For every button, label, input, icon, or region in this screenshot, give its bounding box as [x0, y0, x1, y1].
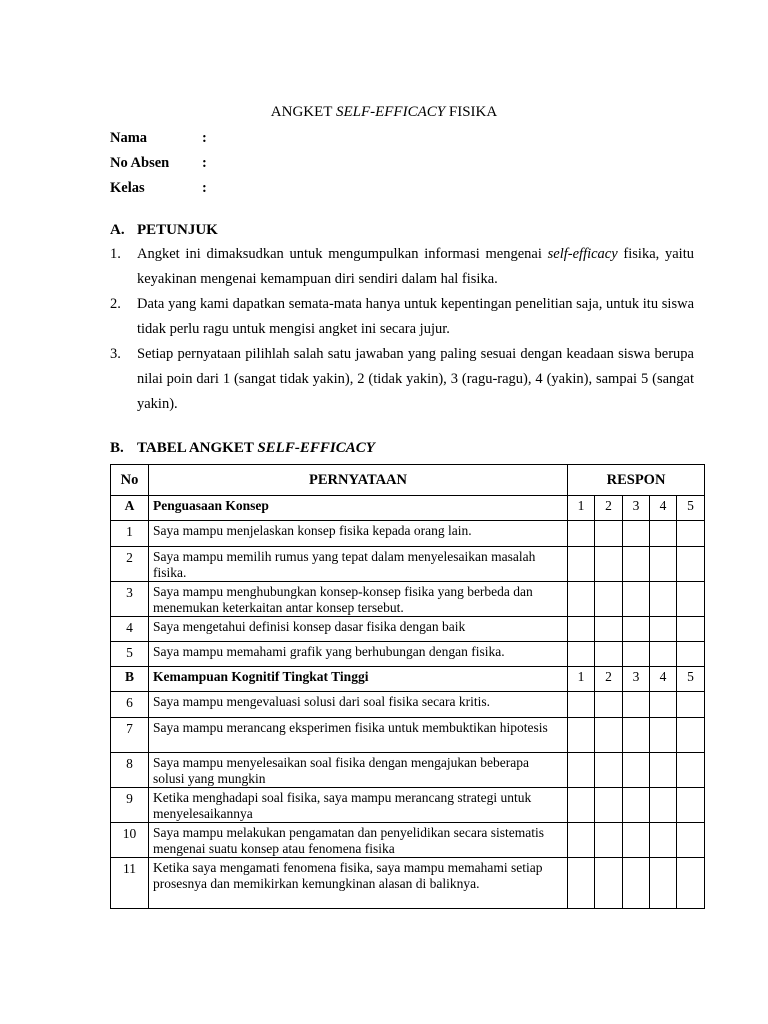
absence-number-label: No Absen	[110, 155, 170, 171]
table-header-row	[111, 465, 705, 496]
response-cell[interactable]	[677, 617, 705, 642]
response-cell[interactable]	[677, 718, 705, 753]
response-cell[interactable]	[568, 788, 595, 823]
response-cell[interactable]	[595, 617, 623, 642]
table-row	[111, 858, 705, 909]
response-cell[interactable]	[623, 692, 650, 718]
response-cell[interactable]	[677, 788, 705, 823]
scale-label: 2	[595, 667, 623, 692]
response-cell[interactable]	[650, 582, 677, 617]
response-cell[interactable]	[650, 718, 677, 753]
statement-text: Saya mampu mengevaluasi solusi dari soal fisika secara kritis.	[149, 692, 568, 718]
group-id: A	[111, 496, 149, 521]
statement-text: Saya mengetahui definisi konsep dasar fisika dengan baik	[149, 617, 568, 642]
response-cell[interactable]	[568, 718, 595, 753]
row-number: 5	[111, 642, 149, 667]
response-cell[interactable]	[595, 858, 623, 909]
document-title: ANGKET SELF-EFFICACY FISIKA	[270, 104, 498, 120]
response-cell[interactable]	[677, 547, 705, 582]
response-cell[interactable]	[677, 582, 705, 617]
response-cell[interactable]	[595, 642, 623, 667]
scale-label: 4	[650, 496, 677, 521]
response-cell[interactable]	[677, 692, 705, 718]
response-cell[interactable]	[623, 753, 650, 788]
response-cell[interactable]	[623, 788, 650, 823]
table-row	[111, 547, 705, 582]
response-cell[interactable]	[650, 617, 677, 642]
response-cell[interactable]	[595, 718, 623, 753]
response-cell[interactable]	[568, 642, 595, 667]
name-label: Nama	[110, 130, 148, 146]
header-statement: PERNYATAAN	[149, 465, 568, 496]
statement-text: Saya mampu memahami grafik yang berhubungan dengan fisika.	[149, 642, 568, 667]
response-cell[interactable]	[650, 642, 677, 667]
response-cell[interactable]	[623, 823, 650, 858]
statement-text: Saya mampu memilih rumus yang tepat dalam menyelesaikan masalah fisika.	[149, 547, 568, 582]
absence-number-field: No Absen :	[110, 155, 207, 171]
response-cell[interactable]	[568, 753, 595, 788]
response-cell[interactable]	[595, 582, 623, 617]
table-row	[111, 617, 705, 642]
header-response: RESPON	[568, 465, 705, 496]
table-row	[111, 692, 705, 718]
name-field: Nama :	[110, 130, 207, 146]
scale-label: 3	[623, 667, 650, 692]
scale-label: 4	[650, 667, 677, 692]
response-cell[interactable]	[650, 547, 677, 582]
statement-text: Saya mampu merancang eksperimen fisika untuk membuktikan hipotesis	[149, 718, 568, 753]
response-cell[interactable]	[623, 718, 650, 753]
response-cell[interactable]	[568, 547, 595, 582]
scale-label: 2	[595, 496, 623, 521]
group-title: Kemampuan Kognitif Tingkat Tinggi	[149, 667, 568, 692]
response-cell[interactable]	[650, 692, 677, 718]
response-cell[interactable]	[568, 521, 595, 547]
row-number: 1	[111, 521, 149, 547]
statement-text: Saya mampu menghubungkan konsep-konsep fisika yang berbeda dan menemukan keterkaitan antar konsep tersebut.	[149, 582, 568, 617]
instruction-1: 1. Angket ini dimaksudkan untuk mengumpulkan informasi mengenai self-efficacy fisika, yaitu keyakinan mengenai kemampuan diri sendiri dalam hal fisika.	[110, 246, 694, 287]
response-cell[interactable]	[650, 753, 677, 788]
row-number: 7	[111, 718, 149, 753]
response-cell[interactable]	[568, 692, 595, 718]
response-cell[interactable]	[568, 582, 595, 617]
response-cell[interactable]	[677, 642, 705, 667]
group-id: B	[111, 667, 149, 692]
response-cell[interactable]	[677, 753, 705, 788]
response-cell[interactable]	[677, 521, 705, 547]
response-cell[interactable]	[623, 521, 650, 547]
statement-text: Ketika menghadapi soal fisika, saya mampu merancang strategi untuk menyelesaikannya	[149, 788, 568, 823]
scale-label: 1	[568, 667, 595, 692]
response-cell[interactable]	[650, 788, 677, 823]
table-row	[111, 582, 705, 617]
row-number: 11	[111, 858, 149, 909]
class-label: Kelas	[110, 180, 145, 196]
scale-label: 1	[568, 496, 595, 521]
response-cell[interactable]	[677, 823, 705, 858]
row-number: 2	[111, 547, 149, 582]
row-number: 4	[111, 617, 149, 642]
class-field: Kelas :	[110, 180, 207, 196]
section-b-heading: B. TABEL ANGKET SELF-EFFICACY	[110, 440, 375, 456]
response-cell[interactable]	[650, 823, 677, 858]
scale-label: 5	[677, 667, 705, 692]
row-number: 10	[111, 823, 149, 858]
header-no: No	[111, 465, 149, 496]
response-cell[interactable]	[677, 858, 705, 909]
response-cell[interactable]	[650, 521, 677, 547]
table-row	[111, 788, 705, 823]
response-cell[interactable]	[568, 858, 595, 909]
table-row	[111, 823, 705, 858]
statement-text: Saya mampu melakukan pengamatan dan penyelidikan secara sistematis mengenai suatu konsep atau fenomena fisika	[149, 823, 568, 858]
statement-text: Ketika saya mengamati fenomena fisika, saya mampu memahami setiap prosesnya dan memikirkan kemungkinan alasan di baliknya.	[149, 858, 568, 909]
row-number: 3	[111, 582, 149, 617]
response-cell[interactable]	[623, 547, 650, 582]
section-a-heading: A. PETUNJUK	[110, 222, 218, 238]
table-row	[111, 642, 705, 667]
response-cell[interactable]	[595, 521, 623, 547]
statement-text: Saya mampu menjelaskan konsep fisika kepada orang lain.	[149, 521, 568, 547]
response-cell[interactable]	[623, 582, 650, 617]
response-cell[interactable]	[595, 692, 623, 718]
table-row	[111, 521, 705, 547]
response-cell[interactable]	[595, 823, 623, 858]
scale-label: 5	[677, 496, 705, 521]
row-number: 6	[111, 692, 149, 718]
self-efficacy-table	[110, 464, 705, 909]
response-cell[interactable]	[623, 642, 650, 667]
statement-text: Saya mampu menyelesaikan soal fisika dengan mengajukan beberapa solusi yang mungkin	[149, 753, 568, 788]
group-title: Penguasaan Konsep	[149, 496, 568, 521]
response-cell[interactable]	[568, 823, 595, 858]
table-row	[111, 753, 705, 788]
group-row-a	[111, 496, 705, 521]
row-number: 9	[111, 788, 149, 823]
response-cell[interactable]	[650, 858, 677, 909]
response-cell[interactable]	[595, 753, 623, 788]
response-cell[interactable]	[595, 547, 623, 582]
instruction-3: 3. Setiap pernyataan pilihlah salah satu jawaban yang paling sesuai dengan keadaan siswa berupa nilai poin dari 1 (sangat tidak yakin), 2 (tidak yakin), 3 (ragu-ragu), 4 (yakin), sampai 5 (sangat yakin).	[110, 346, 694, 412]
response-cell[interactable]	[623, 858, 650, 909]
scale-label: 3	[623, 496, 650, 521]
response-cell[interactable]	[623, 617, 650, 642]
row-number: 8	[111, 753, 149, 788]
response-cell[interactable]	[568, 617, 595, 642]
table-row	[111, 718, 705, 753]
group-row-b	[111, 667, 705, 692]
instruction-2: 2. Data yang kami dapatkan semata-mata hanya untuk kepentingan penelitian saja, untuk itu siswa tidak perlu ragu untuk mengisi angket ini secara jujur.	[110, 296, 694, 337]
response-cell[interactable]	[595, 788, 623, 823]
